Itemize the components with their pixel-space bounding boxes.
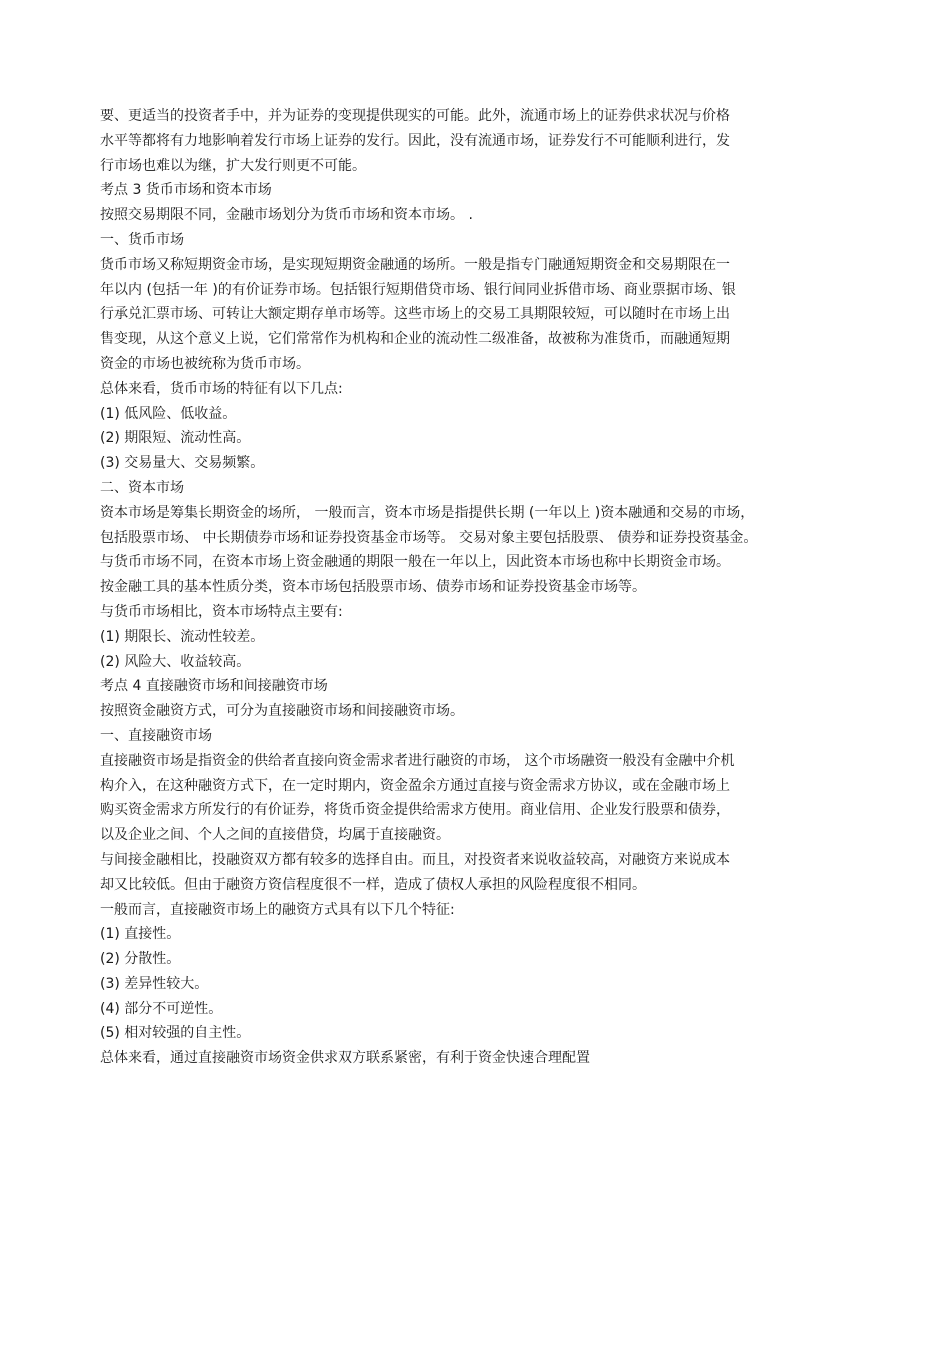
list-item: (4) 部分不可逆性。: [100, 1000, 223, 1017]
text-line: 资本市场是筹集长期资金的场所， 一般而言，资本市场是指提供长期 (一年以上 )资本融通和交易的市场，: [100, 504, 755, 521]
text-line: 年以内 (包括一年 )的有价证券市场。包括银行短期借贷市场、银行间同业拆借市场、商业票据市场、银: [100, 281, 736, 298]
section-heading: 考点 3 货币市场和资本市场: [100, 182, 272, 199]
text-line: 一般而言，直接融资市场上的融资方式具有以下几个特征:: [100, 901, 455, 918]
text-line: 购买资金需求方所发行的有价证券，将货币资金提供给需求方使用。商业信用、企业发行股票和债券，: [100, 802, 730, 819]
text-line: 构介入，在这种融资方式下，在一定时期内，资金盈余方通过直接与资金需求方协议，或在金融市场上: [100, 777, 730, 794]
list-item: (2) 风险大、收益较高。: [100, 653, 251, 670]
list-item: (5) 相对较强的自主性。: [100, 1025, 251, 1042]
text-line: 包括股票市场、 中长期债券市场和证券投资基金市场等。 交易对象主要包括股票、 债券和证券投资基金。: [100, 529, 758, 546]
list-item: (3) 差异性较大。: [100, 975, 209, 992]
text-line: 以及企业之间、个人之间的直接借贷，均属于直接融资。: [100, 827, 450, 844]
subsection-heading: 一、直接融资市场: [100, 727, 212, 744]
text-line: 行市场也难以为继，扩大发行则更不可能。: [100, 157, 366, 174]
document-page: [100, 104, 840, 1071]
list-item: (1) 期限长、流动性较差。: [100, 628, 265, 645]
text-line: 却又比较低。但由于融资方资信程度很不一样，造成了债权人承担的风险程度很不相同。: [100, 876, 646, 893]
text-line: 总体来看，货币市场的特征有以下几点:: [100, 380, 343, 397]
text-line: 与货币市场相比，资本市场特点主要有:: [100, 603, 343, 620]
list-item: (2) 期限短、流动性高。: [100, 430, 251, 447]
list-item: (1) 低风险、低收益。: [100, 405, 237, 422]
text-line: 与货币市场不同，在资本市场上资金融通的期限一般在一年以上，因此资本市场也称中长期资金市场。: [100, 554, 730, 571]
text-line: 按照资金融资方式，可分为直接融资市场和间接融资市场。: [100, 703, 464, 720]
text-line: 按金融工具的基本性质分类，资本市场包括股票市场、债券市场和证券投资基金市场等。: [100, 579, 646, 596]
section-heading: 考点 4 直接融资市场和间接融资市场: [100, 678, 328, 695]
text-line: 售变现，从这个意义上说，它们常常作为机构和企业的流动性二级准备，故被称为准货币，而融通短期: [100, 331, 730, 348]
text-line: 要、更适当的投资者手中，并为证券的变现提供现实的可能。此外，流通市场上的证券供求状况与价格: [100, 108, 730, 124]
text-line: 水平等都将有力地影响着发行市场上证券的发行。因此，没有流通市场，证券发行不可能顺利进行，发: [100, 132, 730, 149]
subsection-heading: 二、资本市场: [100, 479, 184, 496]
text-line: 行承兑汇票市场、可转让大额定期存单市场等。这些市场上的交易工具期限较短，可以随时在市场上出: [100, 306, 730, 323]
list-item: (1) 直接性。: [100, 926, 181, 943]
text-line: 资金的市场也被统称为货币市场。: [100, 355, 310, 372]
text-line: 货币市场又称短期资金市场，是实现短期资金融通的场所。一般是指专门融通短期资金和交易期限在一: [100, 256, 730, 273]
list-item: (2) 分散性。: [100, 951, 181, 968]
subsection-heading: 一、货币市场: [100, 231, 184, 248]
text-line: 直接融资市场是指资金的供给者直接向资金需求者进行融资的市场， 这个市场融资一般没有金融中介机: [100, 752, 735, 769]
text-line: 总体来看，通过直接融资市场资金供求双方联系紧密，有利于资金快速合理配置: [100, 1050, 590, 1067]
list-item: (3) 交易量大、交易频繁。: [100, 455, 265, 472]
text-line: 与间接金融相比，投融资双方都有较多的选择自由。而且，对投资者来说收益较高，对融资方来说成本: [100, 851, 730, 868]
text-line: 按照交易期限不同，金融市场划分为货币市场和资本市场。 .: [100, 207, 473, 224]
